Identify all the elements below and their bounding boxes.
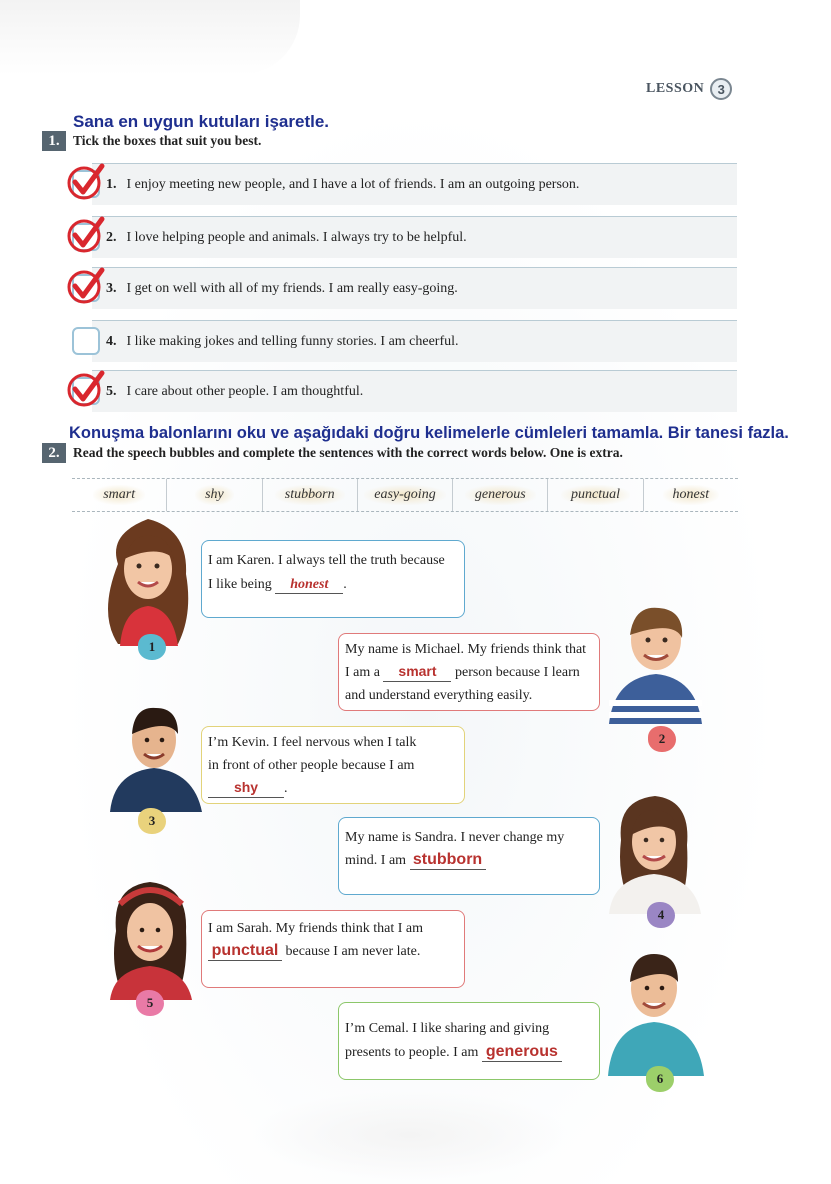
top-smudge <box>0 0 300 75</box>
bubble-line <box>208 940 454 963</box>
item-number: 2. <box>106 229 117 245</box>
speech-bubble-4 <box>338 817 600 895</box>
checkbox-4[interactable] <box>72 327 100 355</box>
answer-text: smart <box>398 663 437 679</box>
word-bank-item: shy <box>166 479 261 511</box>
word-bank-item: honest <box>643 479 738 511</box>
item-number: 3. <box>106 280 117 296</box>
bubble-line: I am Sarah. My friends think that I am <box>208 921 424 936</box>
bubble-badge-4: 4 <box>647 902 675 928</box>
bubble-badge-1: 1 <box>138 634 166 660</box>
section1-instruction: Tick the boxes that suit you best. <box>73 133 262 148</box>
section2-title-tr: Konuşma balonlarını oku ve aşağıdaki doğru kelimelerle cümleleri tamamla. Bir tanesi fazla. <box>69 424 789 442</box>
answer-text: shy <box>233 779 259 795</box>
bottom-smudge <box>250 1090 570 1180</box>
bubble-line <box>208 573 454 597</box>
item-number: 4. <box>106 333 117 349</box>
answer-blank[interactable] <box>410 852 486 870</box>
checklist-item <box>92 370 737 412</box>
bubble-text: mind. I am <box>345 853 407 868</box>
bubble-text: . <box>343 577 347 592</box>
bubble-text: because I am never late. <box>285 944 421 959</box>
checkmark-icon <box>66 162 106 202</box>
karen-avatar <box>98 514 198 646</box>
bubble-line: I’m Kevin. I feel nervous when I talk <box>208 735 417 750</box>
bubble-line: My name is Michael. My friends think that <box>345 642 587 657</box>
bubble-badge-2: 2 <box>648 726 676 752</box>
word-bank-item: generous <box>452 479 547 511</box>
bubble-badge-5: 5 <box>136 990 164 1016</box>
lesson-number-badge: 3 <box>710 78 732 100</box>
item-text: I love helping people and animals. I always try to be helpful. <box>126 229 467 245</box>
checkmark-icon <box>66 215 106 255</box>
bubble-line <box>345 849 589 872</box>
sandra-avatar <box>603 790 703 914</box>
bubble-text: I like being <box>208 577 272 592</box>
item-text: I enjoy meeting new people, and I have a lot of friends. I am an outgoing person. <box>126 176 580 192</box>
bubble-badge-6: 6 <box>646 1066 674 1092</box>
answer-blank[interactable] <box>275 577 343 594</box>
item-text: I care about other people. I am thoughtful. <box>126 383 364 399</box>
section1-title-tr: Sana en uygun kutuları işaretle. <box>73 112 330 131</box>
bubble-text: presents to people. I am <box>345 1045 479 1060</box>
answer-blank[interactable] <box>482 1044 562 1062</box>
checkmark-icon <box>66 266 106 306</box>
speech-bubble-5 <box>201 910 465 988</box>
bubble-line: and understand everything easily. <box>345 688 533 703</box>
checkmark-icon <box>66 369 106 409</box>
bubble-line: My name is Sandra. I never change my <box>345 830 565 845</box>
word-bank-item: smart <box>72 479 166 511</box>
bubble-line <box>345 661 589 684</box>
item-number: 5. <box>106 383 117 399</box>
item-number: 1. <box>106 176 117 192</box>
bubble-line: I’m Cemal. I like sharing and giving <box>345 1021 550 1036</box>
lesson-label: LESSON <box>646 81 705 96</box>
sarah-avatar <box>100 876 200 1000</box>
section2-number: 2. <box>42 443 66 463</box>
bubble-line <box>345 1041 589 1065</box>
bubble-text: . <box>284 781 288 796</box>
speech-bubble-6 <box>338 1002 600 1080</box>
speech-bubble-2 <box>338 633 600 711</box>
item-text: I like making jokes and telling funny stories. I am cheerful. <box>126 333 459 349</box>
answer-blank[interactable] <box>208 779 284 798</box>
word-bank-item: punctual <box>547 479 642 511</box>
word-bank-item: stubborn <box>262 479 357 511</box>
checklist-item <box>92 163 737 205</box>
answer-blank[interactable] <box>208 943 282 961</box>
word-bank-item: easy-going <box>357 479 452 511</box>
item-text: I get on well with all of my friends. I am really easy-going. <box>126 280 458 296</box>
bubble-line <box>208 777 454 800</box>
michael-avatar <box>604 600 704 724</box>
answer-blank[interactable] <box>383 663 451 682</box>
answer-text: punctual <box>211 942 279 959</box>
bubble-text: I am a <box>345 665 380 680</box>
answer-text: generous <box>485 1043 558 1060</box>
kevin-avatar <box>108 700 204 812</box>
answer-text: honest <box>290 577 329 592</box>
bubble-badge-3: 3 <box>138 808 166 834</box>
checklist-item <box>92 216 737 258</box>
bubble-text: person because I learn <box>454 665 580 680</box>
answer-text: stubborn <box>412 851 483 868</box>
cemal-avatar <box>604 946 708 1076</box>
checklist-item <box>92 320 737 362</box>
checklist-item <box>92 267 737 309</box>
lesson-header <box>646 78 732 100</box>
section1-number: 1. <box>42 131 66 151</box>
bubble-line: in front of other people because I am <box>208 758 415 773</box>
bubble-line: I am Karen. I always tell the truth because <box>208 553 445 568</box>
speech-bubble-3 <box>201 726 465 804</box>
word-bank <box>72 478 738 512</box>
speech-bubble-1 <box>201 540 465 618</box>
section2-instruction: Read the speech bubbles and complete the sentences with the correct words below. One is extra. <box>73 445 623 460</box>
